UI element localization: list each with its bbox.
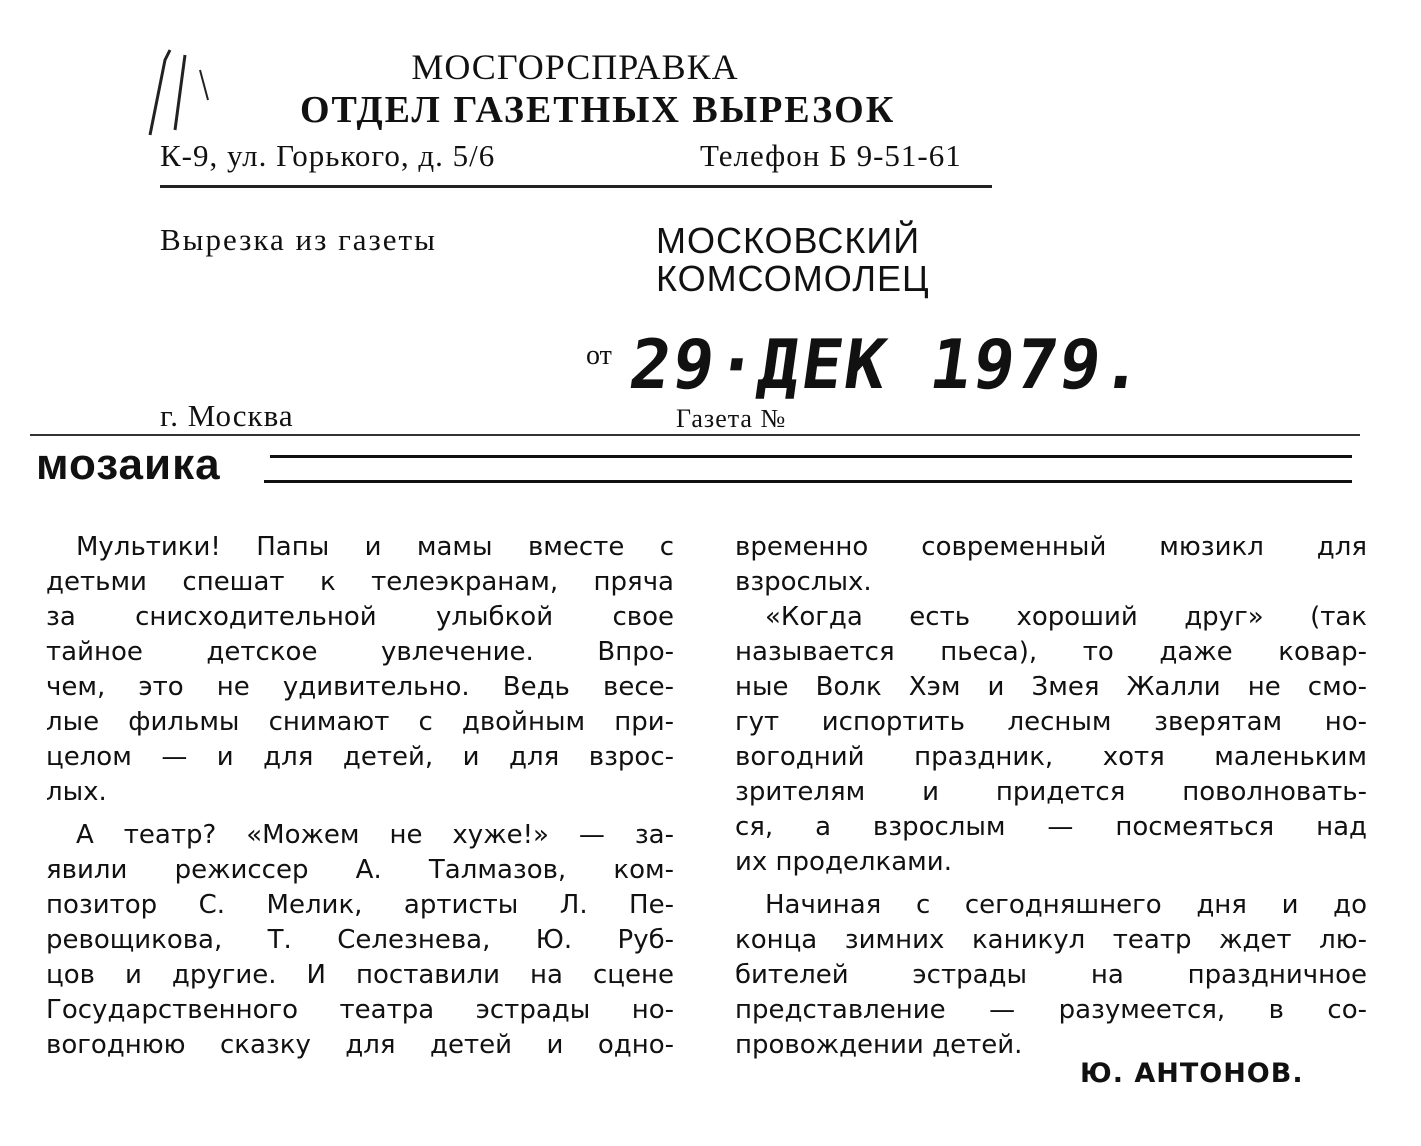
rubric-rule-top	[270, 455, 1352, 458]
article-line: конца зимних каникул театр ждет лю-	[735, 925, 1367, 955]
rubric-rule-bottom	[264, 480, 1352, 483]
article-line: Государственного театра эстрады но-	[46, 995, 674, 1025]
article-line: явили режиссер А. Талмазов, ком-	[46, 855, 674, 885]
article-line: взрослых.	[735, 567, 872, 597]
article-line: «Когда есть хороший друг» (так	[765, 602, 1367, 632]
article-line: ся, а взрослым — посмеяться над	[735, 812, 1367, 842]
article-line: лых.	[46, 777, 107, 807]
article-line: целом — и для детей, и для взрос-	[46, 742, 674, 772]
phone-number: Телефон Б 9-51-61	[700, 138, 962, 173]
article-line: провождении детей.	[735, 1030, 1023, 1060]
issue-number-label: Газета №	[676, 404, 787, 433]
article-line: А театр? «Можем не хуже!» — за-	[76, 820, 674, 850]
address: К-9, ул. Горького, д. 5/6	[160, 138, 496, 173]
article-column-right	[735, 530, 1367, 1063]
article-line: временно современный мюзикл для	[735, 532, 1367, 562]
rubric-title: мозаика	[36, 440, 221, 489]
letterhead-divider	[160, 185, 992, 188]
date-prefix: от	[586, 340, 612, 371]
organization-name: МОСГОРСПРАВКА	[411, 47, 739, 87]
article-line: их проделками.	[735, 847, 952, 877]
article-line: зрителям и придется поволновать-	[735, 777, 1367, 807]
article-line: лые фильмы снимают с двойным при-	[46, 707, 674, 737]
department-name: ОТДЕЛ ГАЗЕТНЫХ ВЫРЕЗОК	[300, 89, 896, 131]
clipping-label: Вырезка из газеты	[160, 222, 437, 257]
article-line: Мультики! Папы и мамы вместе с	[76, 532, 674, 562]
article-line: представление — разумеется, в со-	[735, 995, 1367, 1025]
newspaper-name-line2: КОМСОМОЛЕЦ	[656, 258, 930, 299]
article-line: детьми спешат к телеэкранам, пряча	[46, 567, 674, 597]
newspaper-name-line1: МОСКОВСКИЙ	[656, 220, 921, 261]
article-line: цов и другие. И поставили на сцене	[46, 960, 674, 990]
article-line: за снисходительной улыбкой свое	[46, 602, 674, 632]
article-line: ные Волк Хэм и Змея Жалли не смо-	[735, 672, 1367, 702]
article-line: вогодний праздник, хотя маленьким	[735, 742, 1367, 772]
article-line: вогоднюю сказку для детей и одно-	[46, 1030, 674, 1060]
city-label: г. Москва	[160, 398, 294, 433]
clipping-cut-line	[30, 434, 1360, 436]
article-line: Начиная с сегодняшнего дня и до	[765, 890, 1367, 920]
article-line: называется пьеса), то даже ковар-	[735, 637, 1367, 667]
newspaper-name	[656, 222, 930, 298]
article-line: позитор С. Мелик, артисты Л. Пе-	[46, 890, 674, 920]
article-column-left	[46, 530, 674, 1063]
article-line: ревощикова, Т. Селезнева, Ю. Руб-	[46, 925, 674, 955]
article-line: тайное детское увлечение. Впро-	[46, 637, 674, 667]
article-author: Ю. АНТОНОВ.	[1080, 1058, 1304, 1089]
article-line: бителей эстрады на праздничное	[735, 960, 1367, 990]
date-stamp: 29·ДЕК 1979.	[624, 326, 1151, 405]
article-line: чем, это не удивительно. Ведь весе-	[46, 672, 674, 702]
article-line: гут испортить лесным зверятам но-	[735, 707, 1367, 737]
